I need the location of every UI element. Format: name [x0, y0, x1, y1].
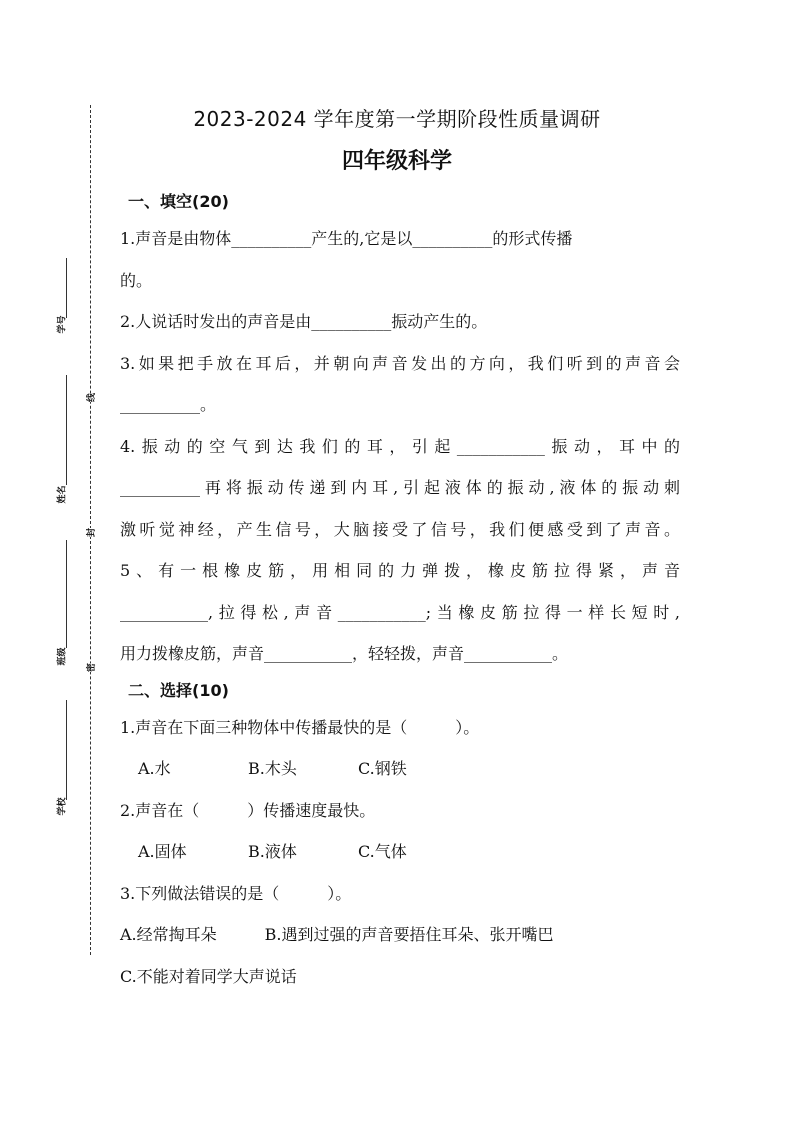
binding-underline	[66, 258, 67, 318]
question-line: ___________,拉得松,声音___________;当橡皮筋拉得一样长短时,	[120, 602, 680, 622]
question-line: __________。	[120, 395, 217, 414]
section-fill-blank-heading: 一、填空(20)	[128, 192, 229, 211]
choice-question-3: 3.下列做法错误的是（ ）。	[120, 883, 352, 903]
question-line: 用力拨橡皮筋，声音___________，轻轻拨，声音___________。	[120, 644, 569, 663]
question-line: 的。	[120, 270, 153, 290]
option-a: A.固体	[138, 842, 187, 861]
option-b: B.液体	[248, 842, 297, 861]
binding-underline	[66, 700, 67, 800]
question-line: 1.声音是由物体__________产生的,它是以__________的形式传播	[120, 229, 573, 248]
choice-options-1	[120, 748, 680, 790]
binding-mark-line: 线	[83, 393, 98, 402]
exam-title: 2023-2024 学年度第一学期阶段性质量调研	[193, 107, 601, 131]
section-choice-heading: 二、选择(10)	[128, 680, 229, 700]
question-line: 激听觉神经，产生信号，大脑接受了信号，我们便感受到了声音。	[120, 519, 680, 539]
binding-mark-seal: 封	[83, 528, 98, 537]
choice-options-3b: C.不能对着同学大声说话	[120, 966, 297, 986]
question-line: 3.如果把手放在耳后，并朝向声音发出的方向，我们听到的声音会	[120, 353, 680, 373]
question-line: 5、有一根橡皮筋，用相同的力弹拨，橡皮筋拉得紧，声音	[120, 561, 680, 580]
binding-mark-secret: 密	[83, 663, 98, 672]
choice-question-2: 2.声音在（ ）传播速度最快。	[120, 800, 376, 820]
question-line: __________再将振动传递到内耳,引起液体的振动,液体的振动刺	[120, 478, 680, 497]
student-id-label: 学号	[57, 315, 68, 334]
exam-subtitle: 四年级科学	[341, 149, 452, 174]
name-label: 姓名	[57, 485, 68, 504]
option-c: C.气体	[358, 842, 407, 861]
question-line: 4.振动的空气到达我们的耳，引起___________振动，耳中的	[120, 436, 680, 456]
choice-options-3a: A.经常掏耳朵 B.遇到过强的声音要捂住耳朵、张开嘴巴	[120, 925, 554, 944]
choice-question-1: 1.声音在下面三种物体中传播最快的是（ ）。	[120, 717, 480, 737]
binding-underline	[66, 375, 67, 485]
choice-options-2	[120, 831, 680, 873]
school-label: 学校	[57, 797, 68, 816]
question-line: 2.人说话时发出的声音是由__________振动产生的。	[120, 312, 488, 331]
class-label: 班级	[57, 647, 68, 666]
option-b: B.木头	[248, 759, 297, 778]
binding-underline	[66, 540, 67, 648]
exam-content	[120, 186, 680, 997]
option-c: C.钢铁	[358, 759, 407, 778]
option-a: A.水	[138, 759, 171, 778]
